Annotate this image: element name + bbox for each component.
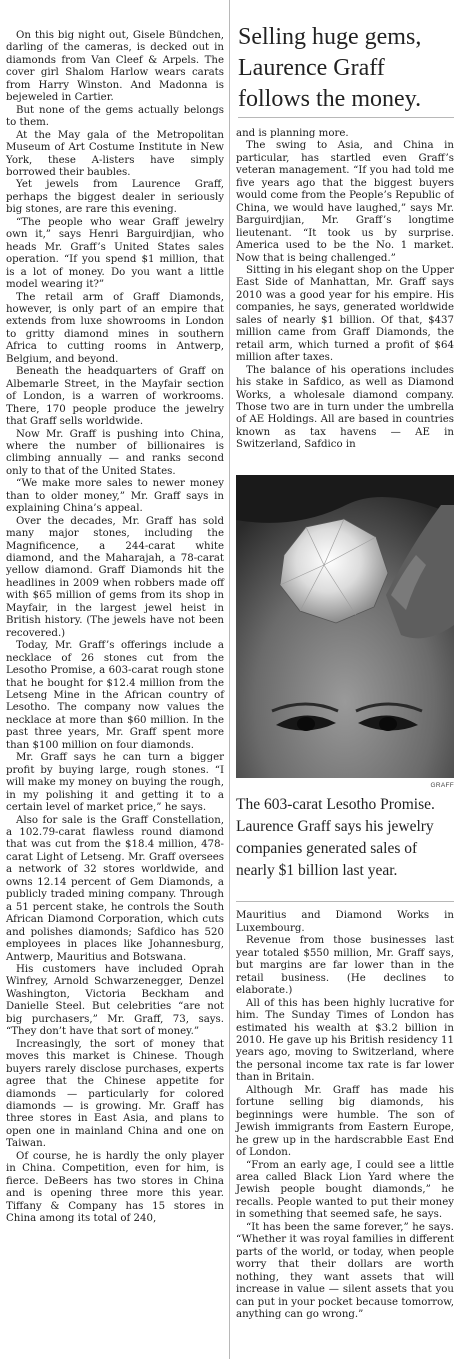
paragraph: Increasingly, the sort of money that moves this market is Chinese. Though buyers rarely disclose purchases, experts agree that the Chinese appetite for diamonds — particularly for colored diamonds — is growing. Mr. Graff has three stores in East Asia, and plans to open one in mainland China and one on Taiwan. <box>6 1038 224 1150</box>
paragraph: At the May gala of the Metropolitan Museum of Art Costume Institute in New York, these A-listers have simply borrowed their baubles. <box>6 129 224 178</box>
paragraph: The retail arm of Graff Diamonds, however, is only part of an empire that extends from luxe showrooms in London to gritty diamond mines in southern Africa to cutting rooms in Antwerp, Belgium, and beyond. <box>6 291 224 365</box>
diamond-photo <box>236 475 454 778</box>
paragraph: Although Mr. Graff has made his fortune selling big diamonds, his beginnings were humble. The son of Jewish immigrants from Eastern Europe, he grew up in the hardscrabble East End of London. <box>236 1084 454 1159</box>
paragraph: The balance of his operations includes his stake in Safdico, as well as Diamond Works, a wholesale diamond company. Those two are in turn under the umbrella of AE Holdings. All are based in countries known as tax havens — AE in Switzerland, Safdico in <box>236 364 454 451</box>
paragraph: All of this has been highly lucrative for him. The Sunday Times of London has estimated his wealth at $3.2 billion in 2010. He gave up his British residency 11 years ago, moving to Switzerland, where the personal income tax rate is far lower than in Britain. <box>236 997 454 1084</box>
paragraph: Now Mr. Graff is pushing into China, where the number of billionaires is climbing annually — and ranks second only to that of the United States. <box>6 428 224 477</box>
paragraph: Yet jewels from Laurence Graff, perhaps the biggest dealer in seriously big stones, are rare this evening. <box>6 179 224 216</box>
paragraph: “The people who wear Graff jewelry own it,” says Henri Barguirdjian, who heads Mr. Graff’s United States sales operation. “If you spend $1 million, that is a lot of money. Do you want a little model wearing it?” <box>6 216 224 291</box>
photo-credit: GRAFF <box>430 782 454 789</box>
column-divider <box>229 0 230 1359</box>
paragraph: But none of the gems actually belongs to them. <box>6 104 224 129</box>
paragraph: Today, Mr. Graff’s offerings include a necklace of 26 stones cut from the Lesotho Promise, a 603-carat rough stone that he bought for $12.4 million from the Letseng Mine in the African country of Lesotho. The company now values the necklace at more than $60 million. In the past three years, Mr. Graff spent more than $100 million on four diamonds. <box>6 640 224 751</box>
paragraph: and is planning more. <box>236 128 349 139</box>
woman-holding-diamond-image <box>236 475 454 778</box>
paragraph: On this big night out, Gisele Bündchen, darling of the cameras, is decked out in diamonds from Van Cleef & Arpels. The cover girl Shalom Harlow wears carats from Harry Winston. And Madonna is bejeweled in Cartier. <box>6 30 224 104</box>
headline: Selling huge gems, Laurence Graff follows the money. <box>238 0 454 118</box>
paragraph: Beneath the headquarters of Graff on Albemarle Street, in the Mayfair section of London, is a warren of workrooms. There, 170 people produce the jewelry that Graff sells worldwide. <box>6 366 224 428</box>
paragraph: Of course, he is hardly the only player in China. Competition, even for him, is fierce. DeBeers has two stores in China and is opening three more this year. Tiffany & Company has 15 stores in China among its total of 240, <box>6 1150 224 1225</box>
paragraph: His customers have included Oprah Winfrey, Arnold Schwarzenegger, Denzel Washington, Victoria Beckham and Danielle Steel. But celebrities “are not big purchasers,” Mr. Graff, 73, says. “They don’t have that sort of money.” <box>6 963 224 1038</box>
paragraph: “We make more sales to newer money than to older money,” Mr. Graff says in explaining China’s appeal. <box>6 478 224 515</box>
paragraph: Revenue from those businesses last year totaled $550 million, Mr. Graff says, but margins are far lower than in the retail business. (He declines to elaborate.) <box>236 935 454 997</box>
paragraph: Mauritius and Diamond Works in Luxembourg. <box>236 910 454 934</box>
paragraph: Also for sale is the Graff Constellation, a 102.79-carat flawless round diamond that was cut from the $18.4 million, 478-carat Light of Letseng. Mr. Graff oversees a network of 32 stores worldwide, and owns 12.14 percent of Gem Diamonds, a publicly traded mining company. Through a 51 percent stake, he controls the South African Diamond Corporation, which cuts and polishes diamonds; Safdico has 520 employees in places like Johannesburg, Antwerp, Mauritius and Botswana. <box>6 814 224 963</box>
paragraph: Over the decades, Mr. Graff has sold many major stones, including the Magnificence, a 244-carat white diamond, and the Maharajah, a 78-carat yellow diamond. Graff Diamonds hit the headlines in 2009 when robbers made off with $65 million of gems from its shop in Mayfair, in the largest jewel heist in British history. (The jewels have not been recovered.) <box>6 515 224 639</box>
photo-block <box>236 475 454 792</box>
right-top-text <box>236 128 454 468</box>
left-column-text <box>6 30 224 1226</box>
paragraph: The swing to Asia, and China in particular, has startled even Graff’s veteran management. “If you had told me five years ago that the biggest buyers would come from the People’s Republic of China, we would have laughed,” says Mr. Barguirdjian, Mr. Graff’s longtime lieutenant. “It took us by surprise. America used to be the No. 1 market. Now that is being challenged.” <box>236 140 454 264</box>
paragraph: “From an early age, I could see a little area called Black Lion Yard where the Jewish people bought diamonds,” he recalls. People wanted to put their money in something that seemed safe, he says. <box>236 1159 454 1221</box>
paragraph: Sitting in his elegant shop on the Upper East Side of Manhattan, Mr. Graff says 2010 was a good year for his empire. His companies, he says, generated worldwide sales of nearly $1 billion. Of that, $437 million came from Graff Diamonds, the retail arm, which turned a profit of $64 million after taxes. <box>236 264 454 364</box>
right-column <box>236 0 454 1359</box>
paragraph: “It has been the same forever,” he says. “Whether it was royal families in different parts of the world, or today, when people worry that their dollars are worth nothing, they want assets that will increase in value — silent assets that you can put in your pocket because tomorrow, anything can go wrong.” <box>236 1221 454 1320</box>
right-bottom-text <box>236 910 454 1321</box>
left-column <box>6 0 224 1359</box>
paragraph: Mr. Graff says he can turn a bigger profit by buying large, rough stones. “I will make my money on buying the rough, in my polishing it and getting it to a certain level of market price,” he says. <box>6 752 224 814</box>
photo-caption: The 603-carat Lesotho Promise. Laurence Graff says his jewelry companies generated sales of nearly $1 billion last year. <box>236 794 454 902</box>
